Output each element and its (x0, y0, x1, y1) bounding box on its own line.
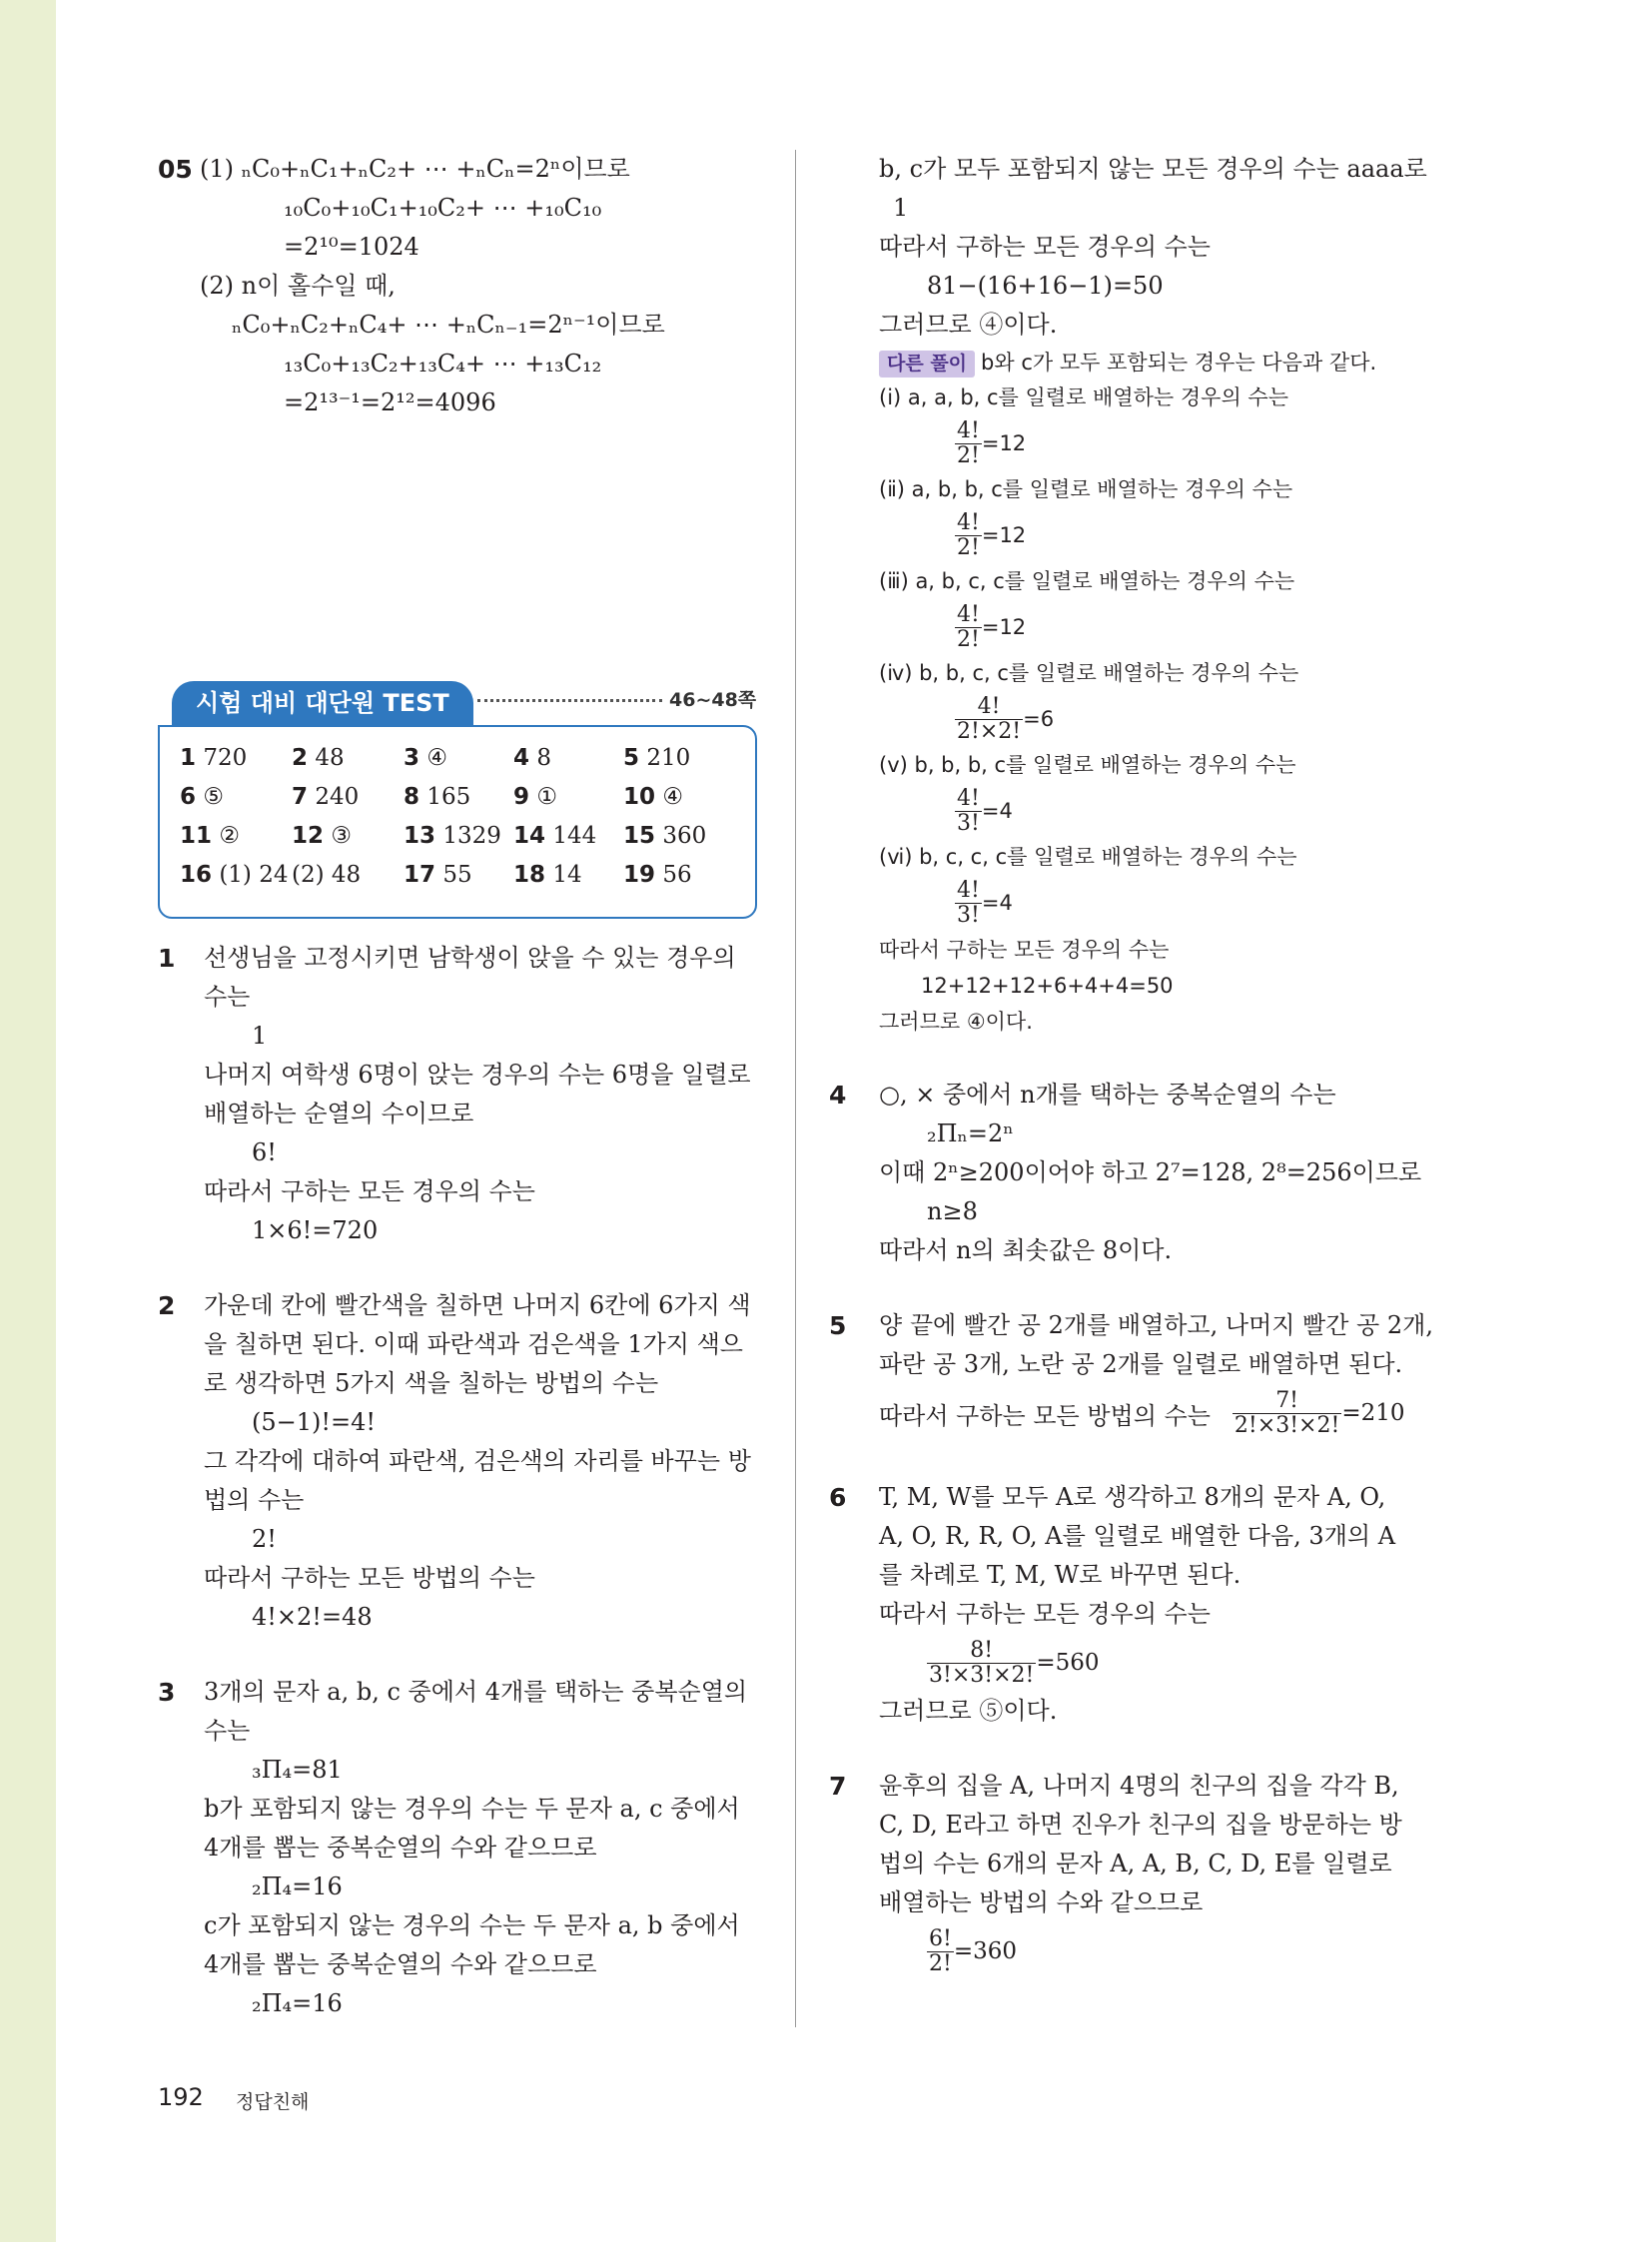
q3-line: b, c가 모두 포함되지 않는 모든 경우의 수는 aaaa로 (879, 155, 1427, 183)
alt-end-line: 그러므로 ④이다. (879, 1010, 1033, 1034)
footer-label: 정답친해 (236, 2091, 310, 2113)
q6-line: 따라서 구하는 모든 경우의 수는 (879, 1600, 1211, 1628)
q5-block (829, 1306, 1433, 1442)
case-label: (ⅵ) b, c, c, c를 일렬로 배열하는 경우의 수는 (879, 845, 1297, 869)
q4-line: ₂Πₙ=2ⁿ (927, 1120, 1014, 1147)
answer-grid (158, 725, 757, 919)
q3-line: ₃Π₄=81 (252, 1756, 343, 1784)
q05-line: ₁₃C₀+₁₃C₂+₁₃C₄+ ⋯ +₁₃C₁₂ (284, 350, 602, 377)
q6-line: T, M, W를 모두 A로 생각하고 8개의 문자 A, O, (879, 1483, 1386, 1511)
alt-solution (829, 345, 1428, 1040)
q2-line: 그 각각에 대하여 파란색, 검은색의 자리를 바꾸는 방 (204, 1447, 751, 1475)
q3-line: 3개의 문자 a, b, c 중에서 4개를 택하는 중복순열의 (204, 1678, 748, 1706)
q3-line: ₂Π₄=16 (252, 1989, 343, 2017)
q3-line: ₂Π₄=16 (252, 1872, 343, 1900)
case-formula: $\frac{4!}{2!}$ =12 (957, 417, 1027, 468)
answer-item: 18 14 (513, 862, 582, 888)
alt-end-line: 12+12+12+6+4+4=50 (921, 974, 1174, 998)
q7-formula: $\frac{6!}{2!}$ =360 (929, 1925, 1018, 1976)
q1-line: 나머지 여학생 6명이 앉는 경우의 수는 6명을 일렬로 (204, 1061, 751, 1089)
answer-item: 16 (1) 24 (180, 862, 289, 888)
q05-line: (1) ₙC₀+ₙC₁+ₙC₂+ ⋯ +ₙCₙ=2ⁿ이므로 (200, 155, 630, 183)
case-formula: $\frac{4!}{3!}$ =4 (957, 877, 1013, 928)
answer-item: 15 360 (623, 823, 707, 849)
alt-intro: b와 c가 모두 포함되는 경우는 다음과 같다. (981, 351, 1377, 374)
answer-item: 2 48 (292, 745, 345, 771)
q6-number: 6 (829, 1483, 847, 1512)
answer-item: 11 ② (180, 823, 240, 849)
q6-line: 를 차례로 T, M, W로 바꾸면 된다. (879, 1561, 1241, 1589)
test-box (158, 679, 777, 919)
case-formula: $\frac{4!}{3!}$ =4 (957, 785, 1013, 836)
case-label: (ⅱ) a, b, b, c를 일렬로 배열하는 경우의 수는 (879, 477, 1293, 501)
answer-item: 9 ① (513, 784, 557, 810)
q3-line: 4개를 뽑는 중복순열의 수와 같으므로 (204, 1834, 597, 1862)
q1-line: 배열하는 순열의 수이므로 (204, 1100, 474, 1127)
q3-line: 따라서 구하는 모든 경우의 수는 (879, 233, 1211, 261)
answer-item: 7 240 (292, 784, 360, 810)
case-label: (ⅳ) b, b, c, c를 일렬로 배열하는 경우의 수는 (879, 661, 1299, 685)
q05-line: =2¹⁰=1024 (284, 233, 419, 261)
q3-line: c가 포함되지 않는 경우의 수는 두 문자 a, b 중에서 (204, 1911, 740, 1939)
page-number: 192 (158, 2083, 204, 2111)
case-label: (ⅲ) a, b, c, c를 일렬로 배열하는 경우의 수는 (879, 569, 1295, 593)
q05-line: ₙC₀+ₙC₂+ₙC₄+ ⋯ +ₙCₙ₋₁=2ⁿ⁻¹이므로 (232, 311, 665, 339)
answer-item: 14 144 (513, 823, 597, 849)
right-column (829, 150, 1433, 1980)
q4-line: 따라서 n의 최솟값은 8이다. (879, 1236, 1173, 1264)
q3-line: 1 (893, 194, 909, 222)
q2-number: 2 (158, 1291, 176, 1320)
q7-block (829, 1767, 1428, 1980)
case-formula: $\frac{4!}{2!}$ =12 (957, 601, 1027, 652)
q3-line: b가 포함되지 않는 경우의 수는 두 문자 a, c 중에서 (204, 1795, 740, 1823)
q7-line: 윤후의 집을 A, 나머지 4명의 친구의 집을 각각 B, (879, 1772, 1399, 1800)
q4-block (829, 1076, 1428, 1270)
q05-block (158, 150, 757, 422)
q5-line: 파란 공 3개, 노란 공 2개를 일렬로 배열하면 된다. (879, 1350, 1403, 1378)
q5-formula: 따라서 구하는 모든 방법의 수는 $\frac{7!}{2!\times 3!\times 2!}$ =210 (879, 1387, 1405, 1438)
q4-line: ○, × 중에서 n개를 택하는 중복순열의 수는 (879, 1081, 1336, 1109)
q3-line: 수는 (204, 1717, 251, 1745)
answer-item: (2) 48 (292, 862, 362, 888)
q1-line: 1 (252, 1022, 268, 1050)
side-band (0, 0, 56, 2242)
q1-line: 1×6!=720 (252, 1216, 379, 1244)
answer-item: 19 56 (623, 862, 692, 888)
q2-block (158, 1286, 757, 1637)
q1-line: 6! (252, 1138, 277, 1166)
answer-item: 1 720 (180, 745, 248, 771)
q2-line: 로 생각하면 5가지 색을 칠하는 방법의 수는 (204, 1369, 659, 1397)
answer-item: 5 210 (623, 745, 691, 771)
alt-solution-badge: 다른 풀이 (879, 351, 975, 377)
answer-item: 8 165 (404, 784, 471, 810)
answer-item: 6 ⑤ (180, 784, 224, 810)
q3-line: 4개를 뽑는 중복순열의 수와 같으므로 (204, 1950, 597, 1978)
column-divider (795, 150, 796, 2027)
q4-line: n≥8 (927, 1197, 978, 1225)
q6-line: A, O, R, R, O, A를 일렬로 배열한 다음, 3개의 A (879, 1522, 1396, 1550)
q4-number: 4 (829, 1081, 847, 1110)
q3-continued (829, 150, 1428, 345)
q2-line: 가운데 칸에 빨간색을 칠하면 나머지 6칸에 6가지 색 (204, 1291, 751, 1319)
q7-line: C, D, E라고 하면 진우가 친구의 집을 방문하는 방 (879, 1811, 1402, 1839)
answer-item: 12 ③ (292, 823, 352, 849)
q7-number: 7 (829, 1772, 847, 1801)
q2-line: (5−1)!=4! (252, 1408, 377, 1436)
q05-line: =2¹³⁻¹=2¹²=4096 (284, 388, 496, 416)
q3-block (158, 1673, 757, 2023)
case-label: (ⅴ) b, b, b, c를 일렬로 배열하는 경우의 수는 (879, 753, 1296, 777)
case-formula: $\frac{4!}{2!\times 2!}$ =6 (957, 693, 1055, 744)
answer-item: 10 ④ (623, 784, 683, 810)
case-formula: $\frac{4!}{2!}$ =12 (957, 509, 1027, 560)
q1-block (158, 939, 757, 2023)
q1-number: 1 (158, 944, 176, 973)
test-title: 시험 대비 대단원 TEST (172, 681, 473, 725)
q6-formula: $\frac{8!}{3!\times 3!\times 2!}$ =560 (929, 1637, 1100, 1688)
answer-item: 3 ④ (404, 745, 447, 771)
answer-item: 13 1329 (404, 823, 501, 849)
alt-end-line: 따라서 구하는 모든 경우의 수는 (879, 938, 1170, 962)
q7-line: 법의 수는 6개의 문자 A, A, B, C, D, E를 일렬로 (879, 1850, 1392, 1877)
q1-line: 선생님을 고정시키면 남학생이 앉을 수 있는 경우의 (204, 944, 736, 972)
dotted-leader (477, 699, 662, 702)
test-pages: 46~48쪽 (669, 689, 757, 711)
q5-line: 양 끝에 빨간 공 2개를 배열하고, 나머지 빨간 공 2개, (879, 1311, 1433, 1339)
answer-item: 17 55 (404, 862, 472, 888)
q2-line: 을 칠하면 된다. 이때 파란색과 검은색을 1가지 색으 (204, 1330, 743, 1358)
left-column (158, 150, 757, 2017)
q6-line: 그러므로 ⑤이다. (879, 1697, 1058, 1725)
q1-line: 수는 (204, 983, 251, 1011)
q5-number: 5 (829, 1311, 847, 1340)
answer-item: 4 8 (513, 745, 551, 771)
q7-line: 배열하는 방법의 수와 같으므로 (879, 1888, 1204, 1916)
q2-line: 따라서 구하는 모든 방법의 수는 (204, 1564, 535, 1592)
q3-number: 3 (158, 1678, 176, 1707)
q05-line: (2) n이 홀수일 때, (200, 272, 396, 300)
q2-line: 4!×2!=48 (252, 1603, 373, 1631)
q05-number: 05 (158, 155, 193, 184)
q4-line: 이때 2ⁿ≥200이어야 하고 2⁷=128, 2⁸=256이므로 (879, 1158, 1422, 1186)
q3-line: 81−(16+16−1)=50 (927, 272, 1164, 300)
q2-line: 2! (252, 1525, 277, 1553)
q1-line: 따라서 구하는 모든 경우의 수는 (204, 1177, 535, 1205)
case-label: (ⅰ) a, a, b, c를 일렬로 배열하는 경우의 수는 (879, 385, 1288, 409)
test-header (158, 679, 777, 725)
q3-line: 그러므로 ④이다. (879, 311, 1058, 339)
q05-line: ₁₀C₀+₁₀C₁+₁₀C₂+ ⋯ +₁₀C₁₀ (284, 194, 602, 222)
q6-block (829, 1478, 1428, 1731)
q2-line: 법의 수는 (204, 1486, 305, 1514)
